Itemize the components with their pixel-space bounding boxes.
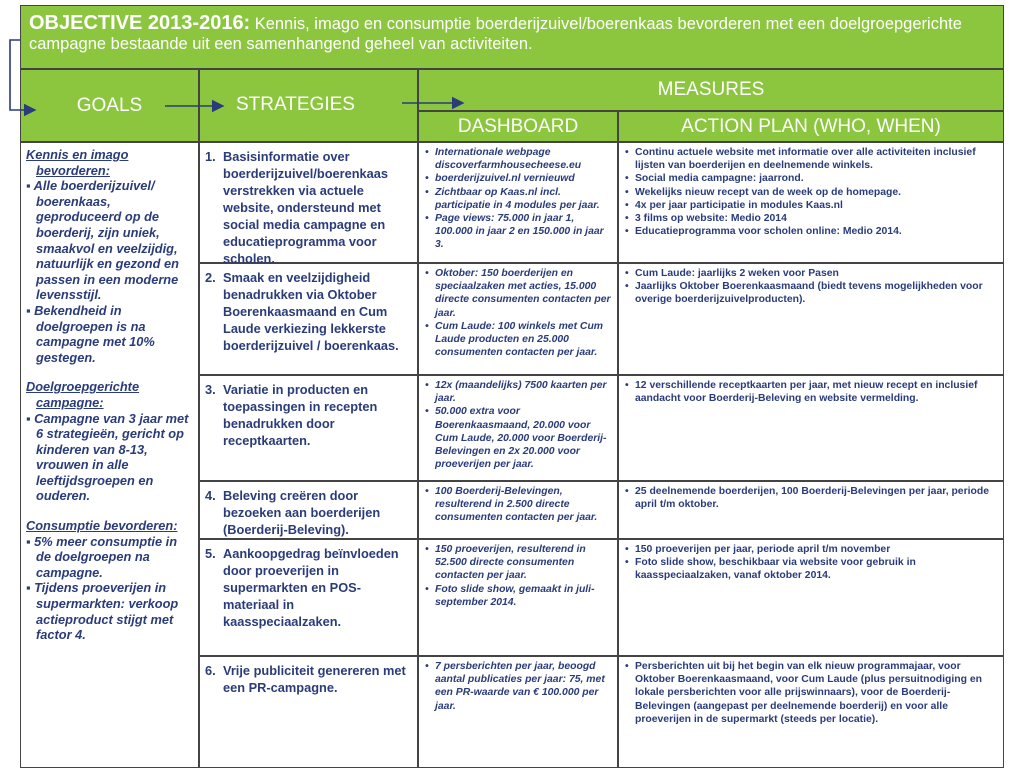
dashboard-item: • Page views: 75.000 in jaar 1, 100.000 in jaar 2 en 150.000 in jaar 3. <box>435 212 613 252</box>
dashboard-cell <box>418 656 618 768</box>
action-plan-list <box>623 267 999 307</box>
strategy-cell <box>199 263 418 375</box>
dashboard-cell <box>418 539 618 656</box>
objective-banner <box>20 5 1004 69</box>
goal-bullet: ▪ Campagne van 3 jaar met 6 strategieën, gericht op kinderen van 8-13, vrouwen in alle leeftijdsgroepen en ouderen. <box>26 410 189 504</box>
strategy-number: 3. <box>205 382 216 397</box>
strategy-cell <box>199 481 418 539</box>
dashboard-list <box>423 485 613 525</box>
strategy-number: 1. <box>205 149 216 164</box>
dashboard-item: • Zichtbaar op Kaas.nl incl. participatie in 4 modules per jaar. <box>435 186 613 212</box>
dashboard-header: DASHBOARD <box>418 111 618 142</box>
action-plan-list <box>623 146 999 238</box>
dashboard-item: • Internationale webpage discoverfarmhousecheese.eu <box>435 146 613 172</box>
strategy-number: 2. <box>205 270 216 285</box>
strategy-cell <box>199 539 418 656</box>
dashboard-item: • 12x (maandelijks) 7500 kaarten per jaar. <box>435 379 613 405</box>
strategy-cell <box>199 142 418 266</box>
action-plan-item: • 3 films op website: Medio 2014 <box>635 212 999 225</box>
goals-header: GOALS <box>20 69 199 142</box>
action-plan-item: • Foto slide show, beschikbaar via website voor gebruik in kaasspeciaalzaken, vanaf oktober 2014. <box>635 556 999 582</box>
strategy-row <box>199 375 1004 481</box>
action-plan-item: • Jaarlijks Oktober Boerenkaasmaand (biedt tevens mogelijkheden voor overige boerderijzuivelproducten). <box>635 280 999 306</box>
action-plan-item: • Wekelijks nieuw recept van de week op de homepage. <box>635 186 999 199</box>
strategy-number: 4. <box>205 488 216 503</box>
action-plan-cell <box>618 539 1004 656</box>
action-plan-item: • Social media campagne: jaarrond. <box>635 172 999 185</box>
action-plan-cell <box>618 375 1004 481</box>
action-plan-cell <box>618 656 1004 768</box>
dashboard-cell <box>418 481 618 539</box>
action-plan-list <box>623 543 999 583</box>
strategy-text: Aankoopgedrag beïnvloeden door proeverijen in supermarkten en POS-materiaal in kaasspeciaalzaken. <box>223 546 399 629</box>
dashboard-item: • Oktober: 150 boerderijen en speciaalzaken met acties, 15.000 directe consumenten contacten per jaar. <box>435 267 613 320</box>
strategy-row <box>199 656 1004 768</box>
goal-section-title: Consumptie bevorderen: <box>26 518 178 534</box>
strategy-row <box>199 142 1004 266</box>
strategy-row <box>199 539 1004 656</box>
dashboard-list <box>423 379 613 471</box>
action-plan-item: • Persberichten uit bij het begin van elk nieuw programmajaar, voor Oktober Boerenkaasmaand, voor Cum Laude (plus persuitnodiging en lokale persberichten voor alle prijswinnaars), voor de Boerderij-Belevingen (aangepast per deelnemende boerderij) en voor alle proeverijen in de supermarkt (steeds per locatie). <box>635 660 999 726</box>
goals-column <box>20 142 199 768</box>
objective-text: Kennis, imago en consumptie boerderijzuivel/boerenkaas bevorderen met een doelgroepgerichte campagne bestaande uit een samenhangend geheel van activiteiten. <box>29 15 962 53</box>
strategy-text: Vrije publiciteit genereren met een PR-campagne. <box>223 663 406 695</box>
action-plan-item: • 4x per jaar participatie in modules Kaas.nl <box>635 199 999 212</box>
strategy-row <box>199 263 1004 375</box>
strategies-header: STRATEGIES <box>199 69 418 142</box>
strategy-row <box>199 481 1004 539</box>
strategy-text: Beleving creëren door bezoeken aan boerderijen (Boerderij-Beleving). <box>223 488 381 537</box>
dashboard-item: • boerderijzuivel.nl vernieuwd <box>435 172 613 185</box>
dashboard-cell <box>418 375 618 481</box>
goal-section-title: Doelgroepgerichte campagne: <box>26 379 140 410</box>
action-plan-header: ACTION PLAN (WHO, WHEN) <box>618 111 1004 142</box>
action-plan-cell <box>618 142 1004 263</box>
strategy-number: 6. <box>205 663 216 678</box>
strategy-cell <box>199 375 418 481</box>
dashboard-list <box>423 543 613 609</box>
goal-section-title: Kennis en imago bevorderen: <box>26 147 129 178</box>
dashboard-list <box>423 146 613 252</box>
objective-label: OBJECTIVE 2013-2016: <box>29 12 251 34</box>
dashboard-list <box>423 267 613 359</box>
strategy-cell <box>199 656 418 768</box>
dashboard-item: • Cum Laude: 100 winkels met Cum Laude producten en 25.000 consumenten contacten per jaar. <box>435 320 613 360</box>
dashboard-cell <box>418 142 618 263</box>
dashboard-cell <box>418 263 618 375</box>
goal-bullet: ▪ Bekendheid in doelgroepen is na campagne met 10% gestegen. <box>26 302 155 365</box>
strategy-text: Smaak en veelzijdigheid benadrukken via Oktober Boerenkaasmaand en Cum Laude verkiezing lekkerste boerderijzuivel / boerenkaas. <box>223 270 399 353</box>
strategy-text: Variatie in producten en toepassingen in recepten benadrukken door receptkaarten. <box>223 382 378 448</box>
goal-bullet: ▪ 5% meer consumptie in de doelgroepen na campagne. <box>26 533 178 580</box>
goal-section <box>26 379 193 504</box>
strategy-text: Basisinformatie over boerderijzuivel/boerenkaas verstrekken via actuele website, ondersteund met social media campagne en educatieprogramma voor scholen. <box>223 149 389 266</box>
goal-section <box>26 518 193 643</box>
goal-bullet: ▪ Alle boerderijzuivel/ boerenkaas, geproduceerd op de boerderij, zijn uniek, smaakvol en veelzijdig, natuurlijk en gezond en passen in een moderne levensstijl. <box>26 178 179 303</box>
dashboard-item: • 7 persberichten per jaar, beoogd aantal publicaties per jaar: 75, met een PR-waarde van € 100.000 per jaar. <box>435 660 613 713</box>
action-plan-list <box>623 379 999 405</box>
dashboard-item: • Foto slide show, gemaakt in juli-september 2014. <box>435 583 613 609</box>
dashboard-list <box>423 660 613 713</box>
dashboard-item: • 50.000 extra voor Boerenkaasmaand, 20.000 voor Cum Laude, 20.000 voor Boerderij-Belevingen en 2x 20.000 voor proeverijen per jaar. <box>435 405 613 471</box>
action-plan-cell <box>618 481 1004 539</box>
action-plan-cell <box>618 263 1004 375</box>
dashboard-item: • 150 proeverijen, resulterend in 52.500 directe consumenten contacten per jaar. <box>435 543 613 583</box>
action-plan-list <box>623 485 999 511</box>
goal-bullet: ▪ Tijdens proeverijen in supermarkten: verkoop actieproduct stijgt met factor 4. <box>26 580 179 643</box>
dashboard-item: • 100 Boerderij-Belevingen, resulterend in 2.500 directe consumenten contacten per jaar. <box>435 485 613 525</box>
action-plan-list <box>623 660 999 726</box>
goal-section <box>26 147 193 365</box>
strategy-number: 5. <box>205 546 216 561</box>
action-plan-item: • 12 verschillende receptkaarten per jaar, met nieuw recept en inclusief aandacht voor Boerderij-Beleving en website vermelding. <box>635 379 999 405</box>
action-plan-item: • Educatieprogramma voor scholen online: Medio 2014. <box>635 225 999 238</box>
action-plan-item: • 150 proeverijen per jaar, periode april t/m november <box>635 543 999 556</box>
action-plan-item: • Continu actuele website met informatie over alle activiteiten inclusief lijsten van boerderijen en deelnemende winkels. <box>635 146 999 172</box>
action-plan-item: • 25 deelnemende boerderijen, 100 Boerderij-Belevingen per jaar, periode april t/m oktober. <box>635 485 999 511</box>
action-plan-item: • Cum Laude: jaarlijks 2 weken voor Pasen <box>635 267 999 280</box>
measures-header: MEASURES <box>418 69 1004 111</box>
